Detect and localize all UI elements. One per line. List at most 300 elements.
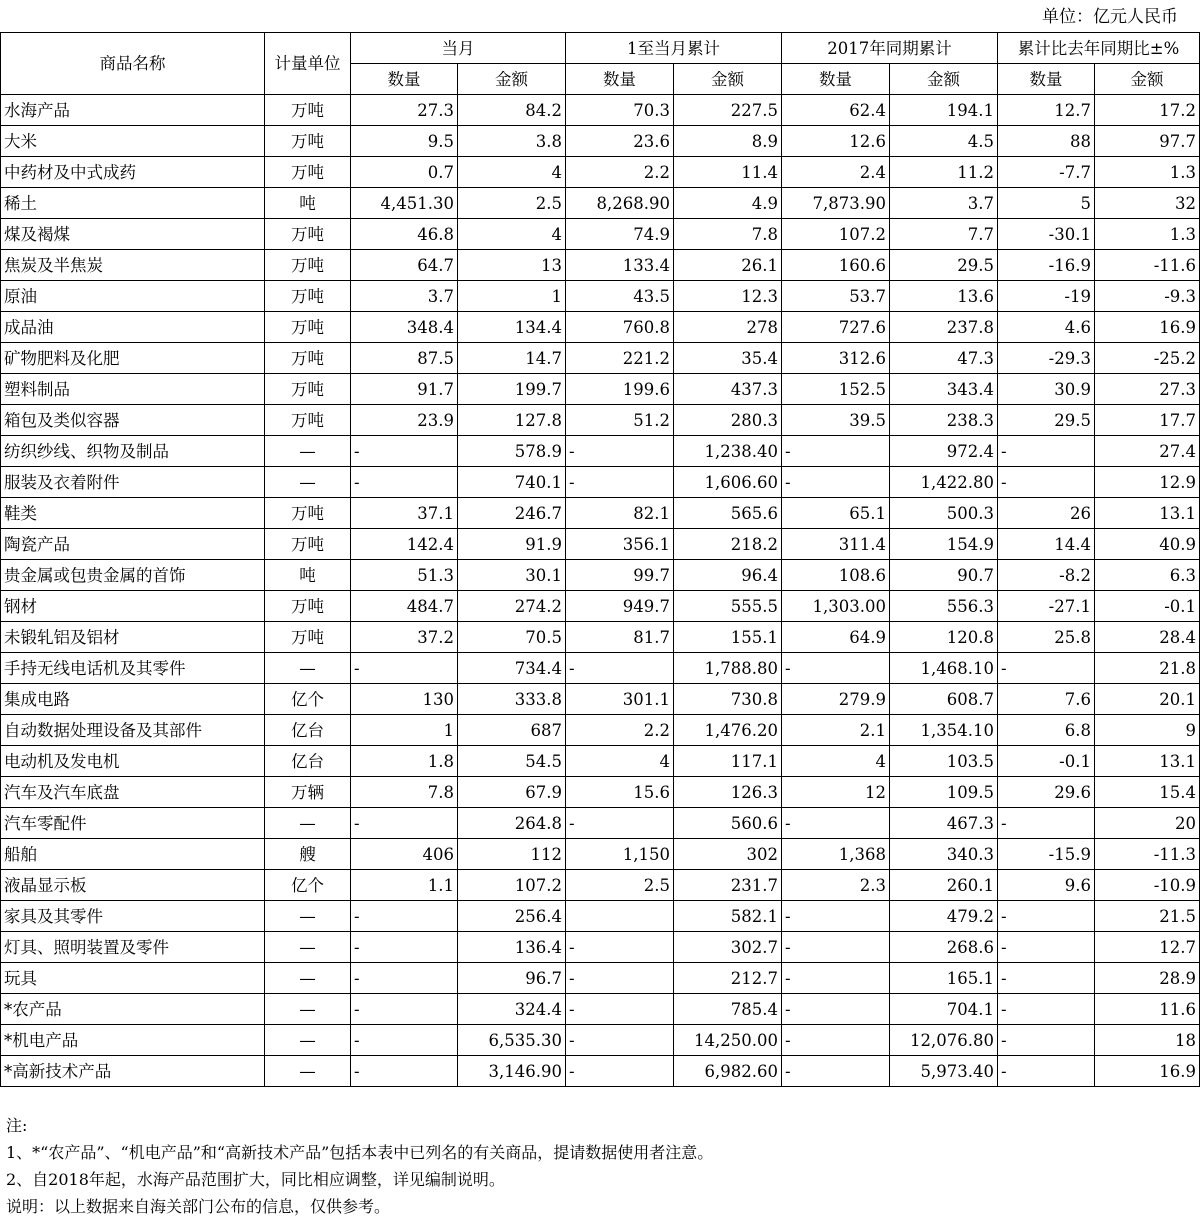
quantity-cell: 37.1 xyxy=(351,498,458,529)
amount-cell: 740.1 xyxy=(458,467,566,498)
measure-unit: 万吨 xyxy=(265,157,351,188)
table-row xyxy=(1,684,1200,715)
commodity-name: 纺织纱线、织物及制品 xyxy=(1,436,265,467)
commodity-name: 焦炭及半焦炭 xyxy=(1,250,265,281)
amount-cell: 4 xyxy=(458,219,566,250)
commodity-name: 钢材 xyxy=(1,591,265,622)
amount-cell: 18 xyxy=(1095,1025,1200,1056)
note-line: 2、自2018年起，水海产品范围扩大，同比相应调整，详见编制说明。 xyxy=(6,1170,505,1189)
quantity-cell: - xyxy=(998,901,1095,932)
measure-unit: 万吨 xyxy=(265,281,351,312)
quantity-cell: - xyxy=(782,901,890,932)
quantity-cell: 760.8 xyxy=(566,312,674,343)
quantity-cell: 46.8 xyxy=(351,219,458,250)
amount-cell: 302.7 xyxy=(674,932,782,963)
quantity-cell: - xyxy=(351,1056,458,1087)
amount-cell: 7.8 xyxy=(674,219,782,250)
amount-cell: 20 xyxy=(1095,808,1200,839)
header-sub-qty: 数量 xyxy=(782,64,890,95)
quantity-cell: - xyxy=(566,436,674,467)
measure-unit: 亿个 xyxy=(265,870,351,901)
table-row xyxy=(1,188,1200,219)
quantity-cell: - xyxy=(782,1056,890,1087)
quantity-cell: 30.9 xyxy=(998,374,1095,405)
amount-cell: 238.3 xyxy=(890,405,998,436)
amount-cell: 333.8 xyxy=(458,684,566,715)
table-row xyxy=(1,436,1200,467)
quantity-cell: 107.2 xyxy=(782,219,890,250)
quantity-cell: 133.4 xyxy=(566,250,674,281)
amount-cell: 27.4 xyxy=(1095,436,1200,467)
quantity-cell: 1.8 xyxy=(351,746,458,777)
amount-cell: 218.2 xyxy=(674,529,782,560)
quantity-cell: 65.1 xyxy=(782,498,890,529)
amount-cell: -11.6 xyxy=(1095,250,1200,281)
quantity-cell: 64.7 xyxy=(351,250,458,281)
quantity-cell: 406 xyxy=(351,839,458,870)
amount-cell: 112 xyxy=(458,839,566,870)
amount-cell: 556.3 xyxy=(890,591,998,622)
quantity-cell: - xyxy=(566,994,674,1025)
export-commodity-table xyxy=(0,32,1200,1087)
amount-cell: 11.4 xyxy=(674,157,782,188)
amount-cell: 126.3 xyxy=(674,777,782,808)
amount-cell: 96.7 xyxy=(458,963,566,994)
commodity-name: 集成电路 xyxy=(1,684,265,715)
amount-cell: 90.7 xyxy=(890,560,998,591)
amount-cell: 35.4 xyxy=(674,343,782,374)
quantity-cell: 26 xyxy=(998,498,1095,529)
amount-cell: 1,788.80 xyxy=(674,653,782,684)
quantity-cell: 130 xyxy=(351,684,458,715)
quantity-cell: 43.5 xyxy=(566,281,674,312)
amount-cell: 6.3 xyxy=(1095,560,1200,591)
quantity-cell: 51.2 xyxy=(566,405,674,436)
table-row xyxy=(1,777,1200,808)
amount-cell: 264.8 xyxy=(458,808,566,839)
commodity-name: 玩具 xyxy=(1,963,265,994)
quantity-cell: 7,873.90 xyxy=(782,188,890,219)
quantity-cell: 1,368 xyxy=(782,839,890,870)
measure-unit: 万吨 xyxy=(265,95,351,126)
amount-cell: 1,468.10 xyxy=(890,653,998,684)
quantity-cell: - xyxy=(998,994,1095,1025)
amount-cell: 260.1 xyxy=(890,870,998,901)
table-row xyxy=(1,994,1200,1025)
amount-cell: 246.7 xyxy=(458,498,566,529)
amount-cell: 237.8 xyxy=(890,312,998,343)
amount-cell: 6,535.30 xyxy=(458,1025,566,1056)
quantity-cell: - xyxy=(351,932,458,963)
amount-cell: 479.2 xyxy=(890,901,998,932)
quantity-cell: - xyxy=(782,436,890,467)
note-line: 1、*“农产品”、“机电产品”和“高新技术产品”包括本表中已列名的有关商品，提请数据使用者注意。 xyxy=(6,1143,714,1162)
amount-cell: 608.7 xyxy=(890,684,998,715)
table-row xyxy=(1,901,1200,932)
measure-unit: 艘 xyxy=(265,839,351,870)
quantity-cell: - xyxy=(351,963,458,994)
commodity-name: 煤及褐煤 xyxy=(1,219,265,250)
quantity-cell: 1,150 xyxy=(566,839,674,870)
amount-cell: 467.3 xyxy=(890,808,998,839)
quantity-cell: 91.7 xyxy=(351,374,458,405)
quantity-cell: -30.1 xyxy=(998,219,1095,250)
commodity-name: 未锻轧铝及铝材 xyxy=(1,622,265,653)
amount-cell: 268.6 xyxy=(890,932,998,963)
amount-cell: 165.1 xyxy=(890,963,998,994)
quantity-cell: 7.6 xyxy=(998,684,1095,715)
table-row xyxy=(1,219,1200,250)
amount-cell: 26.1 xyxy=(674,250,782,281)
quantity-cell: - xyxy=(351,467,458,498)
amount-cell: 28.9 xyxy=(1095,963,1200,994)
amount-cell: 70.5 xyxy=(458,622,566,653)
amount-cell: 103.5 xyxy=(890,746,998,777)
quantity-cell xyxy=(566,901,674,932)
quantity-cell: 4 xyxy=(782,746,890,777)
amount-cell: 40.9 xyxy=(1095,529,1200,560)
measure-unit: 万吨 xyxy=(265,498,351,529)
quantity-cell: - xyxy=(566,653,674,684)
amount-cell: 560.6 xyxy=(674,808,782,839)
commodity-name: 陶瓷产品 xyxy=(1,529,265,560)
quantity-cell: 87.5 xyxy=(351,343,458,374)
amount-cell: 4.9 xyxy=(674,188,782,219)
quantity-cell: 27.3 xyxy=(351,95,458,126)
amount-cell: 13.1 xyxy=(1095,498,1200,529)
quantity-cell: 37.2 xyxy=(351,622,458,653)
quantity-cell: - xyxy=(998,467,1095,498)
commodity-name: 鞋类 xyxy=(1,498,265,529)
amount-cell: 8.9 xyxy=(674,126,782,157)
notes xyxy=(6,1112,713,1220)
amount-cell: 340.3 xyxy=(890,839,998,870)
commodity-name: 汽车零配件 xyxy=(1,808,265,839)
commodity-name: 电动机及发电机 xyxy=(1,746,265,777)
quantity-cell: 12.7 xyxy=(998,95,1095,126)
quantity-cell: 484.7 xyxy=(351,591,458,622)
quantity-cell: 9.5 xyxy=(351,126,458,157)
quantity-cell: 39.5 xyxy=(782,405,890,436)
amount-cell: 1,606.60 xyxy=(674,467,782,498)
quantity-cell: 2.5 xyxy=(566,870,674,901)
amount-cell: 4 xyxy=(458,157,566,188)
amount-cell: 9 xyxy=(1095,715,1200,746)
quantity-cell: - xyxy=(351,901,458,932)
quantity-cell: -8.2 xyxy=(998,560,1095,591)
commodity-name: 原油 xyxy=(1,281,265,312)
quantity-cell: 7.8 xyxy=(351,777,458,808)
table-row xyxy=(1,95,1200,126)
amount-cell: 278 xyxy=(674,312,782,343)
quantity-cell: -16.9 xyxy=(998,250,1095,281)
quantity-cell: - xyxy=(351,994,458,1025)
quantity-cell: - xyxy=(566,1025,674,1056)
table-row xyxy=(1,467,1200,498)
header-group-yoy: 累计比去年同期比±% xyxy=(998,33,1200,64)
quantity-cell: - xyxy=(351,436,458,467)
amount-cell: 3.8 xyxy=(458,126,566,157)
amount-cell: 14.7 xyxy=(458,343,566,374)
amount-cell: 3.7 xyxy=(890,188,998,219)
table-row xyxy=(1,1056,1200,1087)
quantity-cell: - xyxy=(998,436,1095,467)
amount-cell: 1.3 xyxy=(1095,157,1200,188)
quantity-cell: 0.7 xyxy=(351,157,458,188)
amount-cell: 13 xyxy=(458,250,566,281)
quantity-cell: 14.4 xyxy=(998,529,1095,560)
amount-cell: 155.1 xyxy=(674,622,782,653)
table-row xyxy=(1,1025,1200,1056)
amount-cell: 15.4 xyxy=(1095,777,1200,808)
quantity-cell: 2.2 xyxy=(566,157,674,188)
amount-cell: 29.5 xyxy=(890,250,998,281)
header-sub-amount: 金额 xyxy=(674,64,782,95)
quantity-cell: 12.6 xyxy=(782,126,890,157)
amount-cell: -0.1 xyxy=(1095,591,1200,622)
commodity-name: 服装及衣着附件 xyxy=(1,467,265,498)
quantity-cell: - xyxy=(566,808,674,839)
amount-cell: 27.3 xyxy=(1095,374,1200,405)
quantity-cell: 9.6 xyxy=(998,870,1095,901)
quantity-cell: - xyxy=(782,1025,890,1056)
commodity-name: *高新技术产品 xyxy=(1,1056,265,1087)
quantity-cell: 1.1 xyxy=(351,870,458,901)
measure-unit: 万吨 xyxy=(265,374,351,405)
quantity-cell: 74.9 xyxy=(566,219,674,250)
amount-cell: 302 xyxy=(674,839,782,870)
amount-cell: 212.7 xyxy=(674,963,782,994)
amount-cell: 96.4 xyxy=(674,560,782,591)
amount-cell: 13.6 xyxy=(890,281,998,312)
table-row xyxy=(1,932,1200,963)
quantity-cell: -19 xyxy=(998,281,1095,312)
amount-cell: 12.7 xyxy=(1095,932,1200,963)
header-sub-amount: 金额 xyxy=(890,64,998,95)
table-row xyxy=(1,343,1200,374)
quantity-cell: - xyxy=(782,808,890,839)
quantity-cell: - xyxy=(782,932,890,963)
amount-cell: 21.8 xyxy=(1095,653,1200,684)
table-row xyxy=(1,374,1200,405)
amount-cell: 194.1 xyxy=(890,95,998,126)
quantity-cell: - xyxy=(351,1025,458,1056)
quantity-cell: 301.1 xyxy=(566,684,674,715)
quantity-cell: - xyxy=(998,1025,1095,1056)
quantity-cell: - xyxy=(351,653,458,684)
measure-unit: 万吨 xyxy=(265,250,351,281)
amount-cell: 785.4 xyxy=(674,994,782,1025)
measure-unit: 万吨 xyxy=(265,622,351,653)
commodity-name: *机电产品 xyxy=(1,1025,265,1056)
commodity-name: 贵金属或包贵金属的首饰 xyxy=(1,560,265,591)
quantity-cell: - xyxy=(566,1056,674,1087)
amount-cell: 500.3 xyxy=(890,498,998,529)
quantity-cell: 4.6 xyxy=(998,312,1095,343)
amount-cell: 30.1 xyxy=(458,560,566,591)
quantity-cell: -0.1 xyxy=(998,746,1095,777)
quantity-cell: 5 xyxy=(998,188,1095,219)
table-row xyxy=(1,622,1200,653)
quantity-cell: 23.9 xyxy=(351,405,458,436)
measure-unit: — xyxy=(265,994,351,1025)
amount-cell: 21.5 xyxy=(1095,901,1200,932)
quantity-cell: 2.3 xyxy=(782,870,890,901)
amount-cell: 582.1 xyxy=(674,901,782,932)
amount-cell: 67.9 xyxy=(458,777,566,808)
table-row xyxy=(1,560,1200,591)
quantity-cell: - xyxy=(566,963,674,994)
measure-unit: — xyxy=(265,963,351,994)
amount-cell: 84.2 xyxy=(458,95,566,126)
measure-unit: 万吨 xyxy=(265,343,351,374)
commodity-name: 稀土 xyxy=(1,188,265,219)
amount-cell: 324.4 xyxy=(458,994,566,1025)
amount-cell: 47.3 xyxy=(890,343,998,374)
quantity-cell: 12 xyxy=(782,777,890,808)
header-sub-amount: 金额 xyxy=(1095,64,1200,95)
table-row xyxy=(1,529,1200,560)
header-sub-qty: 数量 xyxy=(998,64,1095,95)
quantity-cell: 348.4 xyxy=(351,312,458,343)
measure-unit: 万吨 xyxy=(265,312,351,343)
table-row xyxy=(1,653,1200,684)
quantity-cell: 311.4 xyxy=(782,529,890,560)
commodity-name: 箱包及类似容器 xyxy=(1,405,265,436)
note-source: 说明：以上数据来自海关部门公布的信息，仅供参考。 xyxy=(6,1197,391,1216)
quantity-cell: 1 xyxy=(351,715,458,746)
quantity-cell: 53.7 xyxy=(782,281,890,312)
quantity-cell: 1,303.00 xyxy=(782,591,890,622)
amount-cell: 12.3 xyxy=(674,281,782,312)
commodity-name: 家具及其零件 xyxy=(1,901,265,932)
quantity-cell: 29.5 xyxy=(998,405,1095,436)
quantity-cell: - xyxy=(998,1056,1095,1087)
quantity-cell: 70.3 xyxy=(566,95,674,126)
measure-unit: 万吨 xyxy=(265,529,351,560)
amount-cell: 687 xyxy=(458,715,566,746)
amount-cell: 117.1 xyxy=(674,746,782,777)
amount-cell: 231.7 xyxy=(674,870,782,901)
amount-cell: 127.8 xyxy=(458,405,566,436)
quantity-cell: 142.4 xyxy=(351,529,458,560)
measure-unit: — xyxy=(265,653,351,684)
quantity-cell: 160.6 xyxy=(782,250,890,281)
amount-cell: 1,354.10 xyxy=(890,715,998,746)
quantity-cell: - xyxy=(782,994,890,1025)
quantity-cell: - xyxy=(782,467,890,498)
table-row xyxy=(1,312,1200,343)
table-row xyxy=(1,808,1200,839)
table-row xyxy=(1,715,1200,746)
quantity-cell: 99.7 xyxy=(566,560,674,591)
quantity-cell: 15.6 xyxy=(566,777,674,808)
amount-cell: 1,476.20 xyxy=(674,715,782,746)
amount-cell: 565.6 xyxy=(674,498,782,529)
amount-cell: 109.5 xyxy=(890,777,998,808)
amount-cell: 32 xyxy=(1095,188,1200,219)
quantity-cell: 64.9 xyxy=(782,622,890,653)
amount-cell: 578.9 xyxy=(458,436,566,467)
amount-cell: -25.2 xyxy=(1095,343,1200,374)
commodity-name: 手持无线电话机及其零件 xyxy=(1,653,265,684)
quantity-cell: - xyxy=(998,932,1095,963)
measure-unit: — xyxy=(265,1025,351,1056)
amount-cell: 972.4 xyxy=(890,436,998,467)
quantity-cell: 25.8 xyxy=(998,622,1095,653)
table-row xyxy=(1,157,1200,188)
quantity-cell: 199.6 xyxy=(566,374,674,405)
amount-cell: 134.4 xyxy=(458,312,566,343)
amount-cell: 343.4 xyxy=(890,374,998,405)
header-sub-qty: 数量 xyxy=(566,64,674,95)
measure-unit: 万吨 xyxy=(265,219,351,250)
quantity-cell: -7.7 xyxy=(998,157,1095,188)
table-row xyxy=(1,405,1200,436)
measure-unit: — xyxy=(265,932,351,963)
table-row xyxy=(1,126,1200,157)
quantity-cell: 3.7 xyxy=(351,281,458,312)
quantity-cell: 152.5 xyxy=(782,374,890,405)
amount-cell: -11.3 xyxy=(1095,839,1200,870)
quantity-cell: - xyxy=(998,653,1095,684)
note-heading: 注: xyxy=(6,1116,28,1135)
table-row xyxy=(1,870,1200,901)
commodity-name: 水海产品 xyxy=(1,95,265,126)
amount-cell: 17.2 xyxy=(1095,95,1200,126)
amount-cell: 280.3 xyxy=(674,405,782,436)
commodity-name: 船舶 xyxy=(1,839,265,870)
quantity-cell: - xyxy=(351,808,458,839)
header-group-cumulative: 1至当月累计 xyxy=(566,33,782,64)
amount-cell: 1 xyxy=(458,281,566,312)
quantity-cell: - xyxy=(782,963,890,994)
amount-cell: 199.7 xyxy=(458,374,566,405)
quantity-cell: 312.6 xyxy=(782,343,890,374)
table-row xyxy=(1,963,1200,994)
measure-unit: — xyxy=(265,467,351,498)
amount-cell: 20.1 xyxy=(1095,684,1200,715)
measure-unit: 吨 xyxy=(265,188,351,219)
amount-cell: 97.7 xyxy=(1095,126,1200,157)
commodity-name: 塑料制品 xyxy=(1,374,265,405)
measure-unit: 亿个 xyxy=(265,684,351,715)
header-group-month: 当月 xyxy=(351,33,566,64)
amount-cell: 1,238.40 xyxy=(674,436,782,467)
commodity-name: 大米 xyxy=(1,126,265,157)
amount-cell: 12,076.80 xyxy=(890,1025,998,1056)
amount-cell: 12.9 xyxy=(1095,467,1200,498)
amount-cell: 154.9 xyxy=(890,529,998,560)
commodity-name: 矿物肥料及化肥 xyxy=(1,343,265,374)
quantity-cell: 2.4 xyxy=(782,157,890,188)
measure-unit: 亿台 xyxy=(265,715,351,746)
amount-cell: 5,973.40 xyxy=(890,1056,998,1087)
amount-cell: 11.2 xyxy=(890,157,998,188)
amount-cell: 227.5 xyxy=(674,95,782,126)
header-name: 商品名称 xyxy=(1,33,265,95)
quantity-cell: 2.1 xyxy=(782,715,890,746)
quantity-cell: -29.3 xyxy=(998,343,1095,374)
table-row xyxy=(1,746,1200,777)
table-row xyxy=(1,498,1200,529)
amount-cell: 256.4 xyxy=(458,901,566,932)
commodity-name: 中药材及中式成药 xyxy=(1,157,265,188)
quantity-cell: 279.9 xyxy=(782,684,890,715)
commodity-name: 灯具、照明装置及零件 xyxy=(1,932,265,963)
header-unit: 计量单位 xyxy=(265,33,351,95)
amount-cell: 4.5 xyxy=(890,126,998,157)
